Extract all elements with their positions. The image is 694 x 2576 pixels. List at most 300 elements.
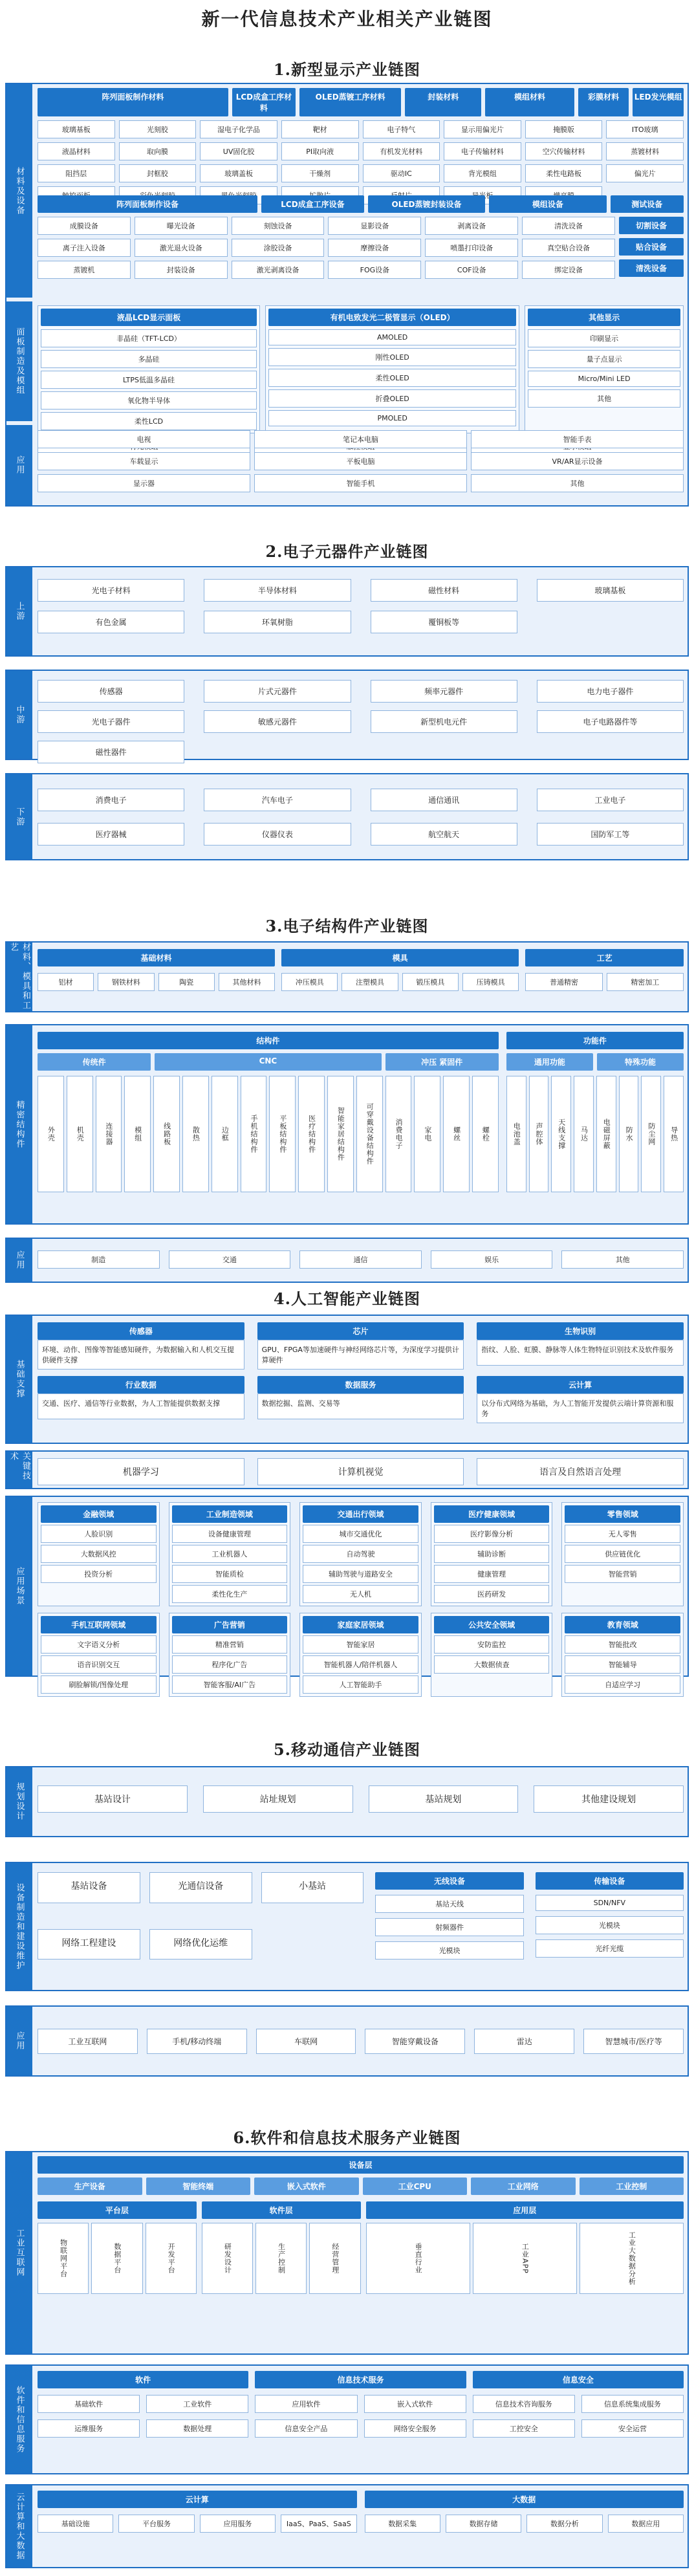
upstream-item: 有色金属 bbox=[38, 611, 184, 633]
equipment-item: 清洗设备 bbox=[522, 217, 615, 235]
ai-basic-desc: GPU、FPGA等加速硬件与神经网络芯片等，为深度学习提供计算硬件 bbox=[257, 1340, 464, 1370]
ai-app-title: 零售领域 bbox=[565, 1505, 680, 1523]
upstream-item: 环氧树脂 bbox=[204, 611, 351, 633]
ai-app-item: 自动驾驶 bbox=[303, 1545, 418, 1563]
ai-basic-title: 云计算 bbox=[477, 1376, 684, 1393]
ai-basic-title: 芯片 bbox=[257, 1322, 464, 1340]
device-sub: 智能终端 bbox=[146, 2178, 251, 2195]
func-item: 声腔体 bbox=[529, 1076, 549, 1192]
equipment-block bbox=[38, 195, 684, 292]
sw-items bbox=[38, 2395, 684, 2438]
struct-item: 线路板 bbox=[153, 1076, 180, 1192]
band-apps: 应用 bbox=[6, 425, 32, 505]
equipment-item: COF设备 bbox=[425, 261, 518, 279]
sw-item: 基础软件 bbox=[38, 2395, 140, 2413]
equipment-items bbox=[38, 217, 615, 279]
oled-item: PMOLED bbox=[268, 410, 516, 426]
material-item: 取向膜 bbox=[119, 142, 197, 160]
software-sub: 经营管理 bbox=[309, 2223, 360, 2294]
sw-item: 安全运营 bbox=[581, 2419, 684, 2438]
equipment-item: 激光剥离设备 bbox=[232, 261, 325, 279]
plan-item: 其他建设规划 bbox=[534, 1785, 684, 1813]
transport-item: SDN/NFV bbox=[536, 1895, 684, 1911]
midstream-panel bbox=[5, 670, 689, 760]
func-item: 导热 bbox=[664, 1076, 684, 1192]
material-item: 掩膜版 bbox=[525, 120, 603, 138]
ai-app-title: 手机互联网领域 bbox=[41, 1616, 157, 1633]
struct-header: 结构件 bbox=[38, 1032, 499, 1049]
upstream-panel bbox=[5, 566, 689, 657]
band-materials: 材料及设备 bbox=[6, 84, 32, 298]
material-item: ITO玻璃 bbox=[606, 120, 684, 138]
application-layer bbox=[366, 2223, 684, 2294]
band-ai-apps: 应用场景 bbox=[6, 1497, 32, 1675]
device-sub: 工业CPU bbox=[363, 2178, 468, 2195]
struct-app-item: 交通 bbox=[169, 1250, 291, 1269]
mat-header: LCD成盒工序材料 bbox=[232, 88, 296, 116]
oled-items bbox=[268, 329, 516, 426]
cloud-panel bbox=[5, 2484, 689, 2568]
ai-app-item: 程序化广告 bbox=[172, 1655, 288, 1674]
ai-app-item: 大数据侦查 bbox=[434, 1655, 550, 1674]
struct-item: 连接器 bbox=[96, 1076, 122, 1192]
ai-app-item: 智能家居 bbox=[303, 1635, 418, 1654]
material-item: PI取向液 bbox=[281, 142, 359, 160]
downstream-item: 工业电子 bbox=[537, 789, 684, 811]
ai-basic-panel bbox=[5, 1315, 689, 1444]
sw-header: 软件 bbox=[38, 2371, 248, 2388]
material-item: 显示用偏光片 bbox=[444, 120, 521, 138]
ai-app-group bbox=[299, 1502, 422, 1606]
ai-app-item: 智能客服/AI广告 bbox=[172, 1675, 288, 1694]
process-item: 精密加工 bbox=[607, 973, 684, 991]
components-chain-panel bbox=[5, 566, 689, 860]
ai-app-item: 自适应学习 bbox=[565, 1675, 680, 1694]
lcd-item: LTPS低温多晶硅 bbox=[41, 371, 257, 389]
midstream-item: 新型机电元件 bbox=[371, 710, 517, 733]
downstream-items bbox=[38, 789, 684, 846]
eq-header: OLED蒸镀封装设备 bbox=[368, 195, 485, 213]
application-sub: 垂直行业 bbox=[366, 2223, 470, 2294]
sw-item: 工业软件 bbox=[146, 2395, 248, 2413]
page-title: 新一代信息技术产业相关产业链图 bbox=[201, 8, 493, 30]
func-item: 防水 bbox=[619, 1076, 639, 1192]
mobile-app-item: 工业互联网 bbox=[38, 2029, 138, 2054]
equipment-item: 蒸镀机 bbox=[38, 261, 131, 279]
eq-header: 贴合设备 bbox=[619, 238, 684, 256]
struct-item: 消费电子 bbox=[385, 1076, 412, 1192]
platform-layer-header: 平台层 bbox=[38, 2201, 197, 2219]
mold-item: 锻压模具 bbox=[402, 973, 459, 991]
application-layer-header: 应用层 bbox=[366, 2201, 684, 2219]
sw-item: 嵌入式软件 bbox=[364, 2395, 466, 2413]
downstream-item: 通信通讯 bbox=[371, 789, 517, 811]
materials-block bbox=[38, 88, 684, 191]
eq-header: 测试设备 bbox=[611, 195, 684, 213]
ai-app-item: 智能质检 bbox=[172, 1565, 288, 1583]
func-header: 功能件 bbox=[506, 1032, 684, 1049]
display-apps bbox=[38, 430, 684, 492]
ai-app-item: 辅助诊断 bbox=[434, 1545, 550, 1563]
sw-item: 工控安全 bbox=[473, 2419, 575, 2438]
cloud-item: IaaS、PaaS、SaaS bbox=[281, 2515, 356, 2533]
plan-item: 站址规划 bbox=[203, 1785, 353, 1813]
cloud-header: 云计算 bbox=[38, 2491, 357, 2508]
panel-block bbox=[38, 305, 684, 426]
ai-app-title: 教育领域 bbox=[565, 1616, 680, 1633]
bigdata-items bbox=[365, 2515, 684, 2533]
ai-basic-desc: 交通、医疗、通信等行业数据，为人工智能提供数据支撑 bbox=[38, 1393, 244, 1419]
lcd-item: 多晶硅 bbox=[41, 350, 257, 368]
device-sub: 工业控制 bbox=[580, 2178, 684, 2195]
device-sub: 嵌入式软件 bbox=[254, 2178, 359, 2195]
software-sub: 生产控制 bbox=[255, 2223, 307, 2294]
ai-app-title: 广告营销 bbox=[172, 1616, 288, 1633]
lcd-items bbox=[41, 329, 257, 430]
lcd-item: 非晶硅（TFT-LCD） bbox=[41, 329, 257, 347]
mobile-app-item: 智慧城市/医疗等 bbox=[583, 2029, 684, 2054]
material-item: 电子传输材料 bbox=[444, 142, 521, 160]
iiot-panel bbox=[5, 2151, 689, 2355]
other-header: 其他显示 bbox=[528, 309, 680, 326]
bigdata-item: 数据存储 bbox=[446, 2515, 521, 2533]
ai-basic bbox=[38, 1322, 684, 1423]
ai-basic-desc: 环境、动作、图像等智能感知硬件，为数据输入和人机交互提供硬件支撑 bbox=[38, 1340, 244, 1370]
func-item: 防尘网 bbox=[641, 1076, 661, 1192]
ai-app-item: 医疗影像分析 bbox=[434, 1525, 550, 1543]
struct-item: 机壳 bbox=[67, 1076, 93, 1192]
band-tech: 关键技术 bbox=[6, 1452, 32, 1488]
downstream-item: 航空航天 bbox=[371, 823, 517, 846]
material-item: 柔性电路板 bbox=[525, 164, 603, 182]
process-header: 工艺 bbox=[525, 949, 684, 966]
eq-items bbox=[38, 1872, 363, 1959]
lcd-header: 液晶LCD显示面板 bbox=[41, 309, 257, 326]
mobile-app-item: 智能穿戴设备 bbox=[365, 2029, 465, 2054]
midstream-item: 电子电路器件等 bbox=[537, 710, 684, 733]
equipment-item: FOG设备 bbox=[328, 261, 421, 279]
ai-app-item: 城市交通优化 bbox=[303, 1525, 418, 1543]
molds bbox=[281, 973, 519, 991]
display-app-item: VR/AR显示设备 bbox=[471, 452, 684, 470]
ai-tech-item: 语言及自然语言处理 bbox=[477, 1458, 684, 1485]
sw-item: 运维服务 bbox=[38, 2419, 140, 2438]
midstream-item: 敏感元器件 bbox=[204, 710, 351, 733]
wireless-items bbox=[375, 1895, 523, 1959]
section-1-title: 1.新型显示产业链图 bbox=[273, 60, 421, 79]
wireless-header: 无线设备 bbox=[375, 1872, 523, 1890]
software-layer-header: 软件层 bbox=[202, 2201, 361, 2219]
eq-header: 清洗设备 bbox=[619, 259, 684, 277]
bigdata-item: 数据采集 bbox=[365, 2515, 440, 2533]
eq-item: 基站设备 bbox=[38, 1872, 140, 1903]
downstream-item: 国防军工等 bbox=[537, 823, 684, 846]
ai-app-item: 语音识别交互 bbox=[41, 1655, 157, 1674]
structure-chain-panel bbox=[5, 941, 689, 1307]
sw-panel bbox=[5, 2364, 689, 2474]
platform-sub: 开发平台 bbox=[146, 2223, 197, 2294]
eq-header: LCD成盒工序设备 bbox=[261, 195, 364, 213]
mold-item: 注塑模具 bbox=[342, 973, 398, 991]
mobile-app-item: 车联网 bbox=[256, 2029, 356, 2054]
ai-app-group bbox=[561, 1613, 684, 1697]
band-iiot: 工业互联网 bbox=[6, 2152, 32, 2353]
other-group bbox=[525, 305, 684, 433]
material-item: 驱动IC bbox=[363, 164, 440, 182]
precision-panel bbox=[5, 1024, 689, 1225]
ai-app-item: 投资分析 bbox=[41, 1565, 157, 1583]
equipment-item: 喷墨打印设备 bbox=[425, 239, 518, 257]
ai-app-item: 人工智能助手 bbox=[303, 1675, 418, 1694]
midstream-item: 传感器 bbox=[38, 680, 184, 703]
sub-header: 冲压 紧固件 bbox=[385, 1053, 499, 1071]
downstream-item: 消费电子 bbox=[38, 789, 184, 811]
ai-basic-desc: 以分布式网络为基础，为人工智能开发提供云端计算资源和服务 bbox=[477, 1393, 684, 1423]
ai-basic-desc: 指纹、人脸、虹膜、静脉等人体生物特征识别技术及软件服务 bbox=[477, 1340, 684, 1366]
band-panel: 面板制造及模组 bbox=[6, 301, 32, 421]
equipment-item: 激光退火设备 bbox=[135, 239, 228, 257]
material-item: 陶瓷 bbox=[158, 973, 215, 991]
ai-app-item: 健康管理 bbox=[434, 1565, 550, 1583]
downstream-item: 医疗器械 bbox=[38, 823, 184, 846]
ai-app-item: 辅助驾驶与道路安全 bbox=[303, 1565, 418, 1583]
sub-header: 特殊功能 bbox=[597, 1053, 684, 1071]
ai-app-item: 智能辅导 bbox=[565, 1655, 680, 1674]
struct-item: 手机结构件 bbox=[241, 1076, 267, 1192]
eq-panel bbox=[5, 1862, 689, 1991]
mobile-app-item: 手机/移动终端 bbox=[147, 2029, 247, 2054]
material-item: 有机发光材料 bbox=[363, 142, 440, 160]
ai-basic-card bbox=[257, 1322, 464, 1370]
func-item: 天线支撑 bbox=[551, 1076, 571, 1192]
struct-item: 螺丝 bbox=[443, 1076, 470, 1192]
equipment-item: 刻蚀设备 bbox=[232, 217, 325, 235]
mold-item: 压铸模具 bbox=[462, 973, 519, 991]
struct-item: 散热 bbox=[182, 1076, 209, 1192]
plan-item: 基站规划 bbox=[369, 1785, 519, 1813]
band-cloud: 云计算和大数据 bbox=[6, 2485, 32, 2567]
ai-app-group bbox=[299, 1613, 422, 1697]
application-sub: 工业APP bbox=[473, 2223, 577, 2294]
sw-header: 信息技术服务 bbox=[255, 2371, 466, 2388]
section-4-title: 4.人工智能产业链图 bbox=[273, 1289, 421, 1308]
ai-app-item: 柔性化生产 bbox=[172, 1585, 288, 1603]
sub-header: 传统件 bbox=[38, 1053, 151, 1071]
ai-basic-card bbox=[477, 1376, 684, 1423]
ai-basic-title: 行业数据 bbox=[38, 1376, 244, 1393]
base-material-header: 基础材料 bbox=[38, 949, 275, 966]
band-mob-apps: 应用 bbox=[6, 2007, 32, 2075]
material-item: 偏光片 bbox=[606, 164, 684, 182]
band-sw: 软件和信息服务 bbox=[6, 2366, 32, 2473]
mold-header: 模具 bbox=[281, 949, 519, 966]
eq-item: 光通信设备 bbox=[149, 1872, 252, 1903]
sw-item: 信息系统集成服务 bbox=[581, 2395, 684, 2413]
struct-app-item: 通信 bbox=[299, 1250, 422, 1269]
material-items bbox=[38, 120, 684, 204]
materials-panel bbox=[5, 941, 689, 1012]
transport-items bbox=[536, 1895, 684, 1958]
wireless-item: 射频器件 bbox=[375, 1918, 523, 1936]
cloud-item: 平台服务 bbox=[118, 2515, 194, 2533]
equipment-item: 摩擦设备 bbox=[328, 239, 421, 257]
ai-app-item: 精准营销 bbox=[172, 1635, 288, 1654]
ai-app-group bbox=[38, 1613, 160, 1697]
device-layer bbox=[38, 2178, 684, 2195]
band-midstream: 中游 bbox=[6, 671, 32, 759]
material-item: 液晶材料 bbox=[38, 142, 115, 160]
software-layer bbox=[202, 2223, 361, 2294]
bigdata-item: 数据应用 bbox=[608, 2515, 684, 2533]
mat-header: OLED蒸镀工序材料 bbox=[299, 88, 401, 116]
device-sub: 生产设备 bbox=[38, 2178, 142, 2195]
transport-item: 光模块 bbox=[536, 1916, 684, 1934]
ai-app-item: 设备健康管理 bbox=[172, 1525, 288, 1543]
upstream-items bbox=[38, 579, 684, 633]
eq-header: 切割设备 bbox=[619, 217, 684, 234]
display-app-item: 显示器 bbox=[38, 474, 250, 492]
midstream-item: 光电子器件 bbox=[38, 710, 184, 733]
downstream-item: 仪器仪表 bbox=[204, 823, 351, 846]
oled-item: 折叠OLED bbox=[268, 389, 516, 408]
material-item: 电子特气 bbox=[363, 120, 440, 138]
software-chain-panel bbox=[5, 2151, 689, 2571]
oled-item: 刚性OLED bbox=[268, 348, 516, 366]
ai-app-item: 工业机器人 bbox=[172, 1545, 288, 1563]
ai-tech-panel bbox=[5, 1450, 689, 1489]
mat-header: LED发光模组 bbox=[633, 88, 684, 116]
ai-app-item: 文字语义分析 bbox=[41, 1635, 157, 1654]
struct-item: 边框 bbox=[211, 1076, 238, 1192]
material-item: 蒸镀材料 bbox=[606, 142, 684, 160]
ai-basic-card bbox=[257, 1376, 464, 1423]
struct-item: 模组 bbox=[124, 1076, 151, 1192]
ai-basic-title: 生物识别 bbox=[477, 1322, 684, 1340]
wireless-item: 基站天线 bbox=[375, 1895, 523, 1913]
equipment-item: 涂胶设备 bbox=[232, 239, 325, 257]
band-basic: 基础支撑 bbox=[6, 1316, 32, 1443]
material-item: 干燥剂 bbox=[281, 164, 359, 182]
display-app-item: 电视 bbox=[38, 430, 250, 448]
upstream-item: 覆铜板等 bbox=[371, 611, 517, 633]
downstream-panel bbox=[5, 773, 689, 860]
plan-items bbox=[38, 1785, 684, 1813]
mat-header: 模组材料 bbox=[485, 88, 574, 116]
upstream-item: 光电子材料 bbox=[38, 579, 184, 602]
equipment-item: 绑定设备 bbox=[522, 261, 615, 279]
eq-item: 网络优化运维 bbox=[149, 1929, 252, 1960]
struct-item: 家电 bbox=[414, 1076, 440, 1192]
oled-item: 柔性OLED bbox=[268, 369, 516, 387]
platform-sub: 数据平台 bbox=[91, 2223, 142, 2294]
application-sub: 工业大数据分析 bbox=[580, 2223, 684, 2294]
plan-item: 基站设计 bbox=[38, 1785, 188, 1813]
processes bbox=[525, 973, 684, 991]
ai-app-title: 交通出行领域 bbox=[303, 1505, 418, 1523]
cloud-item: 基础设施 bbox=[38, 2515, 113, 2533]
equipment-item: 离子注入设备 bbox=[38, 239, 131, 257]
ai-apps bbox=[38, 1502, 684, 1697]
cloud-items bbox=[38, 2515, 357, 2533]
upstream-item: 半导体材料 bbox=[204, 579, 351, 602]
sw-item: 信息安全产品 bbox=[255, 2419, 357, 2438]
mat-header: 封装材料 bbox=[405, 88, 481, 116]
band-mat: 材料、模具和工艺 bbox=[6, 943, 32, 1011]
software-sub: 研发设计 bbox=[202, 2223, 253, 2294]
struct-app-item: 娱乐 bbox=[431, 1250, 553, 1269]
other-display-item: 量子点显示 bbox=[528, 350, 680, 368]
ai-basic-card bbox=[477, 1322, 684, 1370]
equipment-item: 真空贴合设备 bbox=[522, 239, 615, 257]
material-item: 玻璃基板 bbox=[38, 120, 115, 138]
material-item: 湿电子化学品 bbox=[200, 120, 277, 138]
func-item: 电池盖 bbox=[506, 1076, 526, 1192]
ai-chain-panel bbox=[5, 1315, 689, 1689]
section-3-title: 3.电子结构件产业链图 bbox=[265, 917, 429, 935]
plan-panel bbox=[5, 1766, 689, 1837]
ai-app-item: 安防监控 bbox=[434, 1635, 550, 1654]
mold-item: 冲压模具 bbox=[281, 973, 338, 991]
struct-items bbox=[38, 1076, 499, 1192]
device-layer-header: 设备层 bbox=[38, 2156, 684, 2174]
band-upstream: 上游 bbox=[6, 567, 32, 655]
bigdata-item: 数据分析 bbox=[526, 2515, 602, 2533]
func-items bbox=[506, 1076, 684, 1192]
mat-header: 阵列面板制作材料 bbox=[38, 88, 228, 116]
wireless-item: 光模块 bbox=[375, 1941, 523, 1959]
ai-app-item: 人脸识别 bbox=[41, 1525, 157, 1543]
ai-basic-desc: 数据挖掘、监测、交易等 bbox=[257, 1393, 464, 1419]
equipment-item: 封装设备 bbox=[135, 261, 228, 279]
display-chain-panel bbox=[5, 83, 689, 507]
sw-item: 数据处理 bbox=[146, 2419, 248, 2438]
material-item: 阻挡层 bbox=[38, 164, 115, 182]
oled-header: 有机电致发光二极管显示（OLED） bbox=[268, 309, 516, 326]
display-app-item: 其他 bbox=[471, 474, 684, 492]
equipment-item: 成膜设备 bbox=[38, 217, 131, 235]
s3-app-panel bbox=[5, 1238, 689, 1283]
struct-item: 平板结构件 bbox=[269, 1076, 296, 1192]
lcd-item: 柔性LCD bbox=[41, 412, 257, 430]
display-app-item: 智能手机 bbox=[254, 474, 467, 492]
sw-item: 信息技术咨询服务 bbox=[473, 2395, 575, 2413]
sw-item: 网络安全服务 bbox=[364, 2419, 466, 2438]
ai-app-group bbox=[169, 1502, 291, 1606]
band-eq: 设备制造和建设维护 bbox=[6, 1863, 32, 1990]
ai-app-item: 大数据风控 bbox=[41, 1545, 157, 1563]
struct-item: 智能家居结构件 bbox=[327, 1076, 354, 1192]
display-app-item: 车载显示 bbox=[38, 452, 250, 470]
sub-header: CNC bbox=[155, 1053, 381, 1071]
ai-tech-item: 计算机视觉 bbox=[257, 1458, 464, 1485]
platform-layer bbox=[38, 2223, 197, 2294]
material-item: 其他材料 bbox=[219, 973, 275, 991]
other-display-item: 其他 bbox=[528, 389, 680, 408]
lcd-group bbox=[38, 305, 260, 433]
ai-app-item: 智能机器人/陪伴机器人 bbox=[303, 1655, 418, 1674]
band-precision: 精密结构件 bbox=[6, 1025, 32, 1223]
ai-basic-title: 传感器 bbox=[38, 1322, 244, 1340]
ai-basic-card bbox=[38, 1322, 244, 1370]
ai-app-item: 无人机 bbox=[303, 1585, 418, 1603]
cloud-item: 应用服务 bbox=[200, 2515, 276, 2533]
display-app-item: 笔记本电脑 bbox=[254, 430, 467, 448]
material-item: 玻璃盖板 bbox=[200, 164, 277, 182]
ai-app-item: 智能批改 bbox=[565, 1635, 680, 1654]
material-item: UV固化胶 bbox=[200, 142, 277, 160]
struct-item: 外壳 bbox=[38, 1076, 64, 1192]
band-plan: 规划设计 bbox=[6, 1767, 32, 1836]
